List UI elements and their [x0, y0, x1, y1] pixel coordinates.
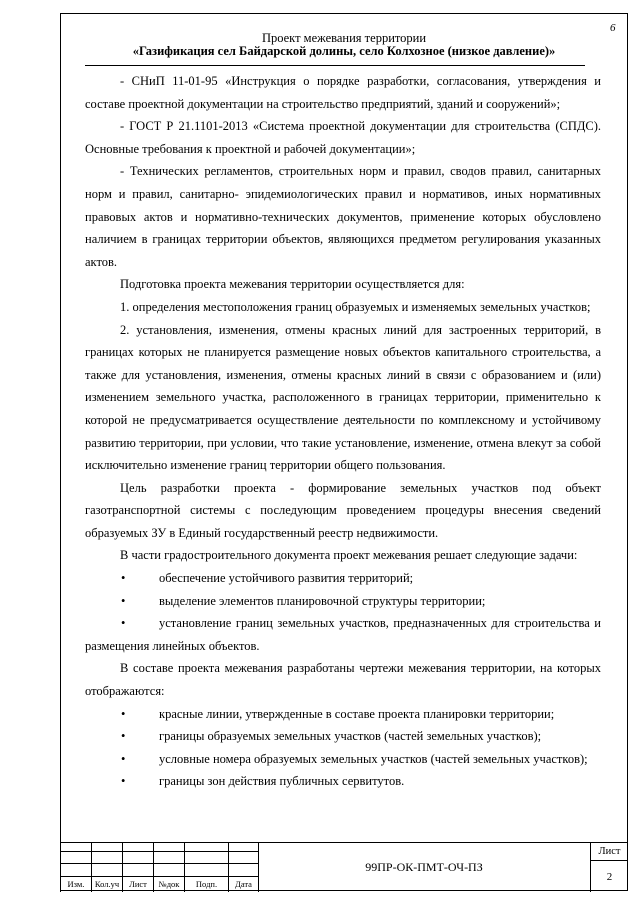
page-number: 6: [610, 22, 616, 34]
paragraph: - ГОСТ Р 21.1101-2013 «Система проектной документации для строительства (СПДС). Основные требования к проектной и рабочей документации»;: [85, 119, 601, 156]
paragraph: - СНиП 11-01-95 «Инструкция о порядке разработки, согласования, утверждения и составе проектной документации на строительство предприятий, зданий и сооружений»;: [85, 74, 601, 111]
document-body: [85, 70, 601, 793]
bullet-text: условные номера образуемых земельных участков (частей земельных участков);: [159, 751, 588, 766]
bullet-icon: •: [121, 751, 126, 766]
bullet-item: [85, 590, 601, 613]
header-divider: [85, 65, 585, 66]
bullet-icon: •: [121, 616, 126, 631]
bullet-text: обеспечение устойчивого развития территорий;: [159, 571, 414, 586]
project-title: Проект межевания территории: [261, 31, 427, 45]
column-label-change: Изм.: [67, 879, 85, 889]
sheet-number: 2: [606, 871, 613, 883]
column-label-sheet: Лист: [129, 879, 147, 889]
bullet-text: границы образуемых земельных участков (частей земельных участков);: [159, 729, 542, 744]
paragraph: - Технических регламентов, строительных норм и правил, сводов правил, санитарных норм и правил, санитарно- эпидемиологических правил и нормативов, иных нормативных правовых актов и нормативно-технических документов, применение которых обусловлено наличием в границах территории объектов, являющихся предметом регулирования указанных актов.: [85, 164, 601, 269]
column-label-count: Кол.уч: [94, 879, 120, 889]
bullet-icon: •: [121, 571, 126, 586]
sheet-label: Лист: [598, 846, 621, 857]
bullet-item: [85, 748, 601, 771]
revision-table: [60, 843, 258, 892]
bullet-item: [85, 770, 601, 793]
bullet-text: установление границ земельных участков, предназначенных для строительства и размещения линейных объектов.: [85, 616, 601, 653]
sheet-divider: [590, 860, 628, 861]
bullet-item: [85, 725, 601, 748]
paragraph: 1. определения местоположения границ образуемых и изменяемых земельных участков;: [120, 299, 591, 314]
bullet-text: выделение элементов планировочной структуры территории;: [159, 593, 486, 608]
paragraph: В части градостроительного документа проект межевания решает следующие задачи:: [120, 548, 578, 563]
paragraph: Цель разработки проекта - формирование земельных участков под объект газотранспортной системы с последующим проведением процедуры внесения сведений образуемых ЗУ в Единый государственный реестр недвижимости.: [85, 480, 601, 540]
paragraph: Подготовка проекта межевания территории осуществляется для:: [120, 277, 465, 292]
column-label-signature: Подп.: [195, 879, 218, 889]
column-label-doc-number: №док: [158, 879, 180, 889]
bullet-item: [85, 612, 601, 657]
bullet-icon: •: [121, 729, 126, 744]
bullet-icon: •: [121, 774, 126, 789]
bullet-icon: •: [121, 706, 126, 721]
column-label-date: Дата: [235, 879, 252, 889]
document-code: 99ПР-ОК-ПМТ-ОЧ-ПЗ: [365, 860, 483, 874]
bullet-icon: •: [121, 593, 126, 608]
bullet-item: [85, 703, 601, 726]
project-subtitle: «Газификация сел Байдарской долины, село Колхозное (низкое давление)»: [132, 44, 556, 58]
bullet-item: [85, 567, 601, 590]
paragraph: В составе проекта межевания разработаны чертежи межевания территории, на которых отображаются:: [85, 661, 601, 699]
bullet-text: красные линии, утвержденные в составе проекта планировки территории;: [159, 706, 555, 721]
bullet-text: границы зон действия публичных сервитутов.: [159, 774, 405, 789]
paragraph: 2. установления, изменения, отмены красных линий для застроенных территорий, в границах которых не планируется размещение новых объектов капитального строительства, а также для установления, изменения, отмены красных линий в связи с образованием и (или) изменением земельного участка, расположенного в границах территории, применительно к которой не предусматривается осуществление деятельности по комплексному и устойчивому развитию территории, при условии, что такие установление, изменение, отмена влекут за собой исключительно изменение границ территории общего пользования.: [85, 322, 601, 473]
title-block: [60, 842, 628, 892]
